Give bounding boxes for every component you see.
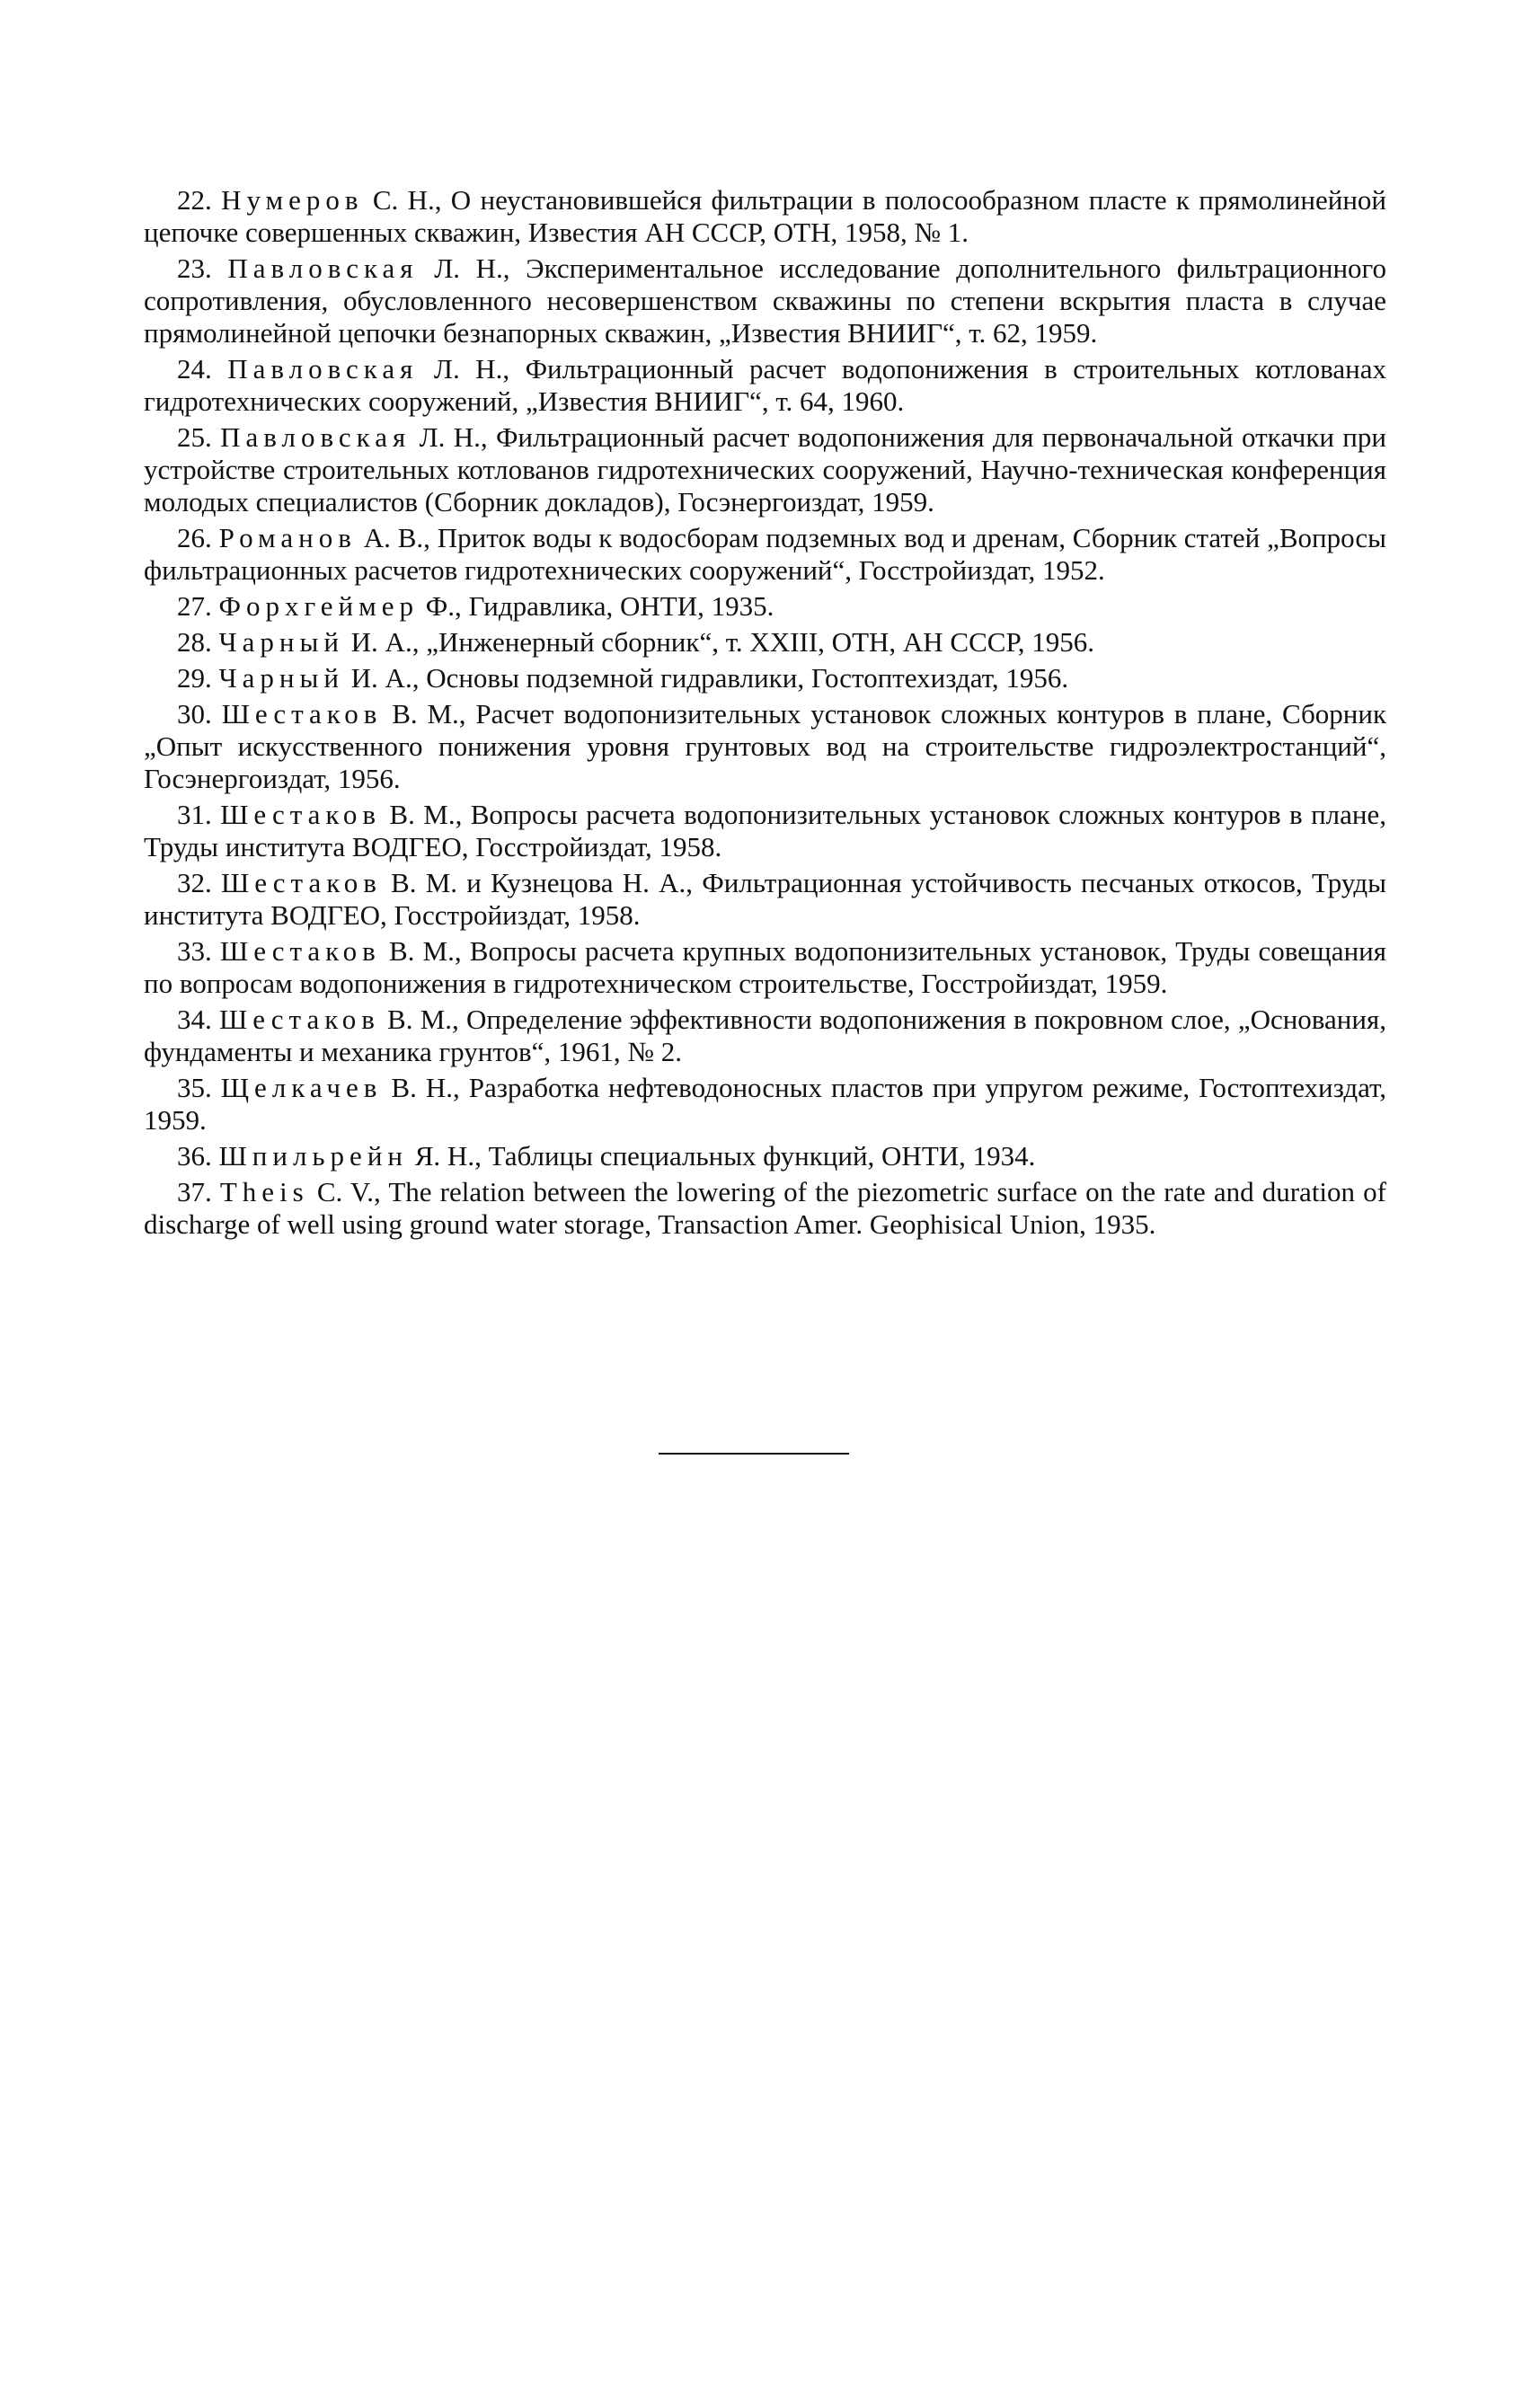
- reference-number: 31.: [177, 799, 212, 830]
- reference-number: 33.: [177, 935, 212, 967]
- bibliography-page: [144, 184, 1386, 1244]
- reference-item: [144, 252, 1386, 349]
- reference-item: [144, 1004, 1386, 1068]
- reference-author: Шпильрейн: [218, 1140, 408, 1172]
- reference-text: В. Н., Разработка нефтеводоносных пластов при упругом режиме, Гостоптехиздат, 1959.: [144, 1072, 1387, 1136]
- reference-number: 26.: [177, 522, 212, 553]
- reference-author: Нумеров: [221, 184, 364, 216]
- reference-item: [144, 590, 1386, 623]
- reference-number: 34.: [177, 1004, 212, 1035]
- reference-author: Шестаков: [221, 698, 383, 730]
- end-divider: [659, 1453, 849, 1455]
- reference-item: [144, 1140, 1386, 1172]
- reference-author: Павловская: [227, 353, 419, 385]
- reference-author: Шестаков: [219, 935, 381, 967]
- reference-item: [144, 522, 1386, 587]
- reference-text: В. М., Вопросы расчета крупных водопонизительных установок, Труды совещания по вопросам водопонижения в гидротехническом строительстве, Госстройиздат, 1959.: [144, 935, 1387, 999]
- reference-author: Чарный: [218, 626, 344, 658]
- reference-author: Павловская: [220, 421, 412, 453]
- reference-item: [144, 867, 1386, 932]
- reference-item: [144, 1176, 1386, 1241]
- reference-item: [144, 935, 1386, 1000]
- reference-author: Theis: [219, 1176, 309, 1207]
- reference-item: [144, 799, 1386, 863]
- reference-text: C. V., The relation between the lowering of the piezometric surface on the rate and duration of discharge of well using ground water storage, Transaction Amer. Geophisical Union, 1935.: [144, 1176, 1386, 1240]
- reference-number: 25.: [177, 421, 212, 453]
- reference-author: Чарный: [218, 662, 344, 694]
- reference-number: 30.: [177, 698, 212, 730]
- reference-number: 23.: [177, 252, 212, 284]
- reference-item: [144, 353, 1386, 418]
- reference-item: [144, 1072, 1386, 1137]
- reference-text: Ф., Гидравлика, ОНТИ, 1935.: [419, 590, 774, 622]
- reference-number: 35.: [177, 1072, 212, 1103]
- reference-text: В. М., Вопросы расчета водопонизительных установок сложных контуров в плане, Труды института ВОДГЕО, Госстройиздат, 1958.: [144, 799, 1387, 862]
- reference-item: [144, 184, 1386, 249]
- reference-text: В. М., Определение эффективности водопонижения в покровном слое, „Основания, фундаменты и механика грунтов“, 1961, № 2.: [144, 1004, 1386, 1067]
- reference-author: Романов: [218, 522, 357, 553]
- reference-author: Шестаков: [220, 867, 382, 898]
- reference-number: 29.: [177, 662, 212, 694]
- reference-text: В. М. и Кузнецова Н. А., Фильтрационная устойчивость песчаных откосов, Труды института ВОДГЕО, Госстройиздат, 1958.: [144, 867, 1386, 931]
- reference-number: 27.: [177, 590, 212, 622]
- reference-text: С. Н., О неустановившейся фильтрации в полосообразном пласте к прямолинейной цепочке совершенных скважин, Известия АН СССР, ОТН, 1958, № 1.: [144, 184, 1386, 248]
- reference-number: 36.: [177, 1140, 212, 1172]
- reference-text: В. М., Расчет водопонизительных установок сложных контуров в плане, Сборник „Опыт искусственного понижения уровня грунтовых вод на строительстве гидроэлектростанций“, Госэнергоиздат, 1956.: [144, 698, 1387, 794]
- reference-text: Л. Н., Фильтрационный расчет водопонижения для первоначальной откачки при устройстве строительных котлованов гидротехнических сооружений, Научно-техническая конференция молодых специалистов (Сборник докладов), Госэнергоиздат, 1959.: [144, 421, 1386, 517]
- reference-text: Л. Н., Экспериментальное исследование дополнительного фильтрационного сопротивления, обусловленного несовершенством скважины по степени вскрытия пласта в случае прямолинейной цепочки безнапорных скважин, „Известия ВНИИГ“, т. 62, 1959.: [144, 252, 1386, 349]
- reference-text: И. А., Основы подземной гидравлики, Гостоптехиздат, 1956.: [343, 662, 1069, 694]
- reference-author: Павловская: [227, 252, 419, 284]
- reference-number: 22.: [177, 184, 212, 216]
- reference-item: [144, 662, 1386, 694]
- reference-author: Шестаков: [218, 1004, 380, 1035]
- reference-number: 37.: [177, 1176, 212, 1207]
- reference-item: [144, 698, 1386, 795]
- reference-text: И. А., „Инженерный сборник“, т. XXIII, ОТН, АН СССР, 1956.: [343, 626, 1095, 658]
- reference-list: [144, 184, 1386, 1241]
- reference-author: Шестаков: [220, 799, 382, 830]
- reference-number: 32.: [177, 867, 212, 898]
- reference-item: [144, 421, 1386, 518]
- reference-text: Я. Н., Таблицы специальных функций, ОНТИ, 1934.: [408, 1140, 1036, 1172]
- reference-number: 28.: [177, 626, 212, 658]
- reference-text: Л. Н., Фильтрационный расчет водопонижения в строительных котлованах гидротехнических сооружений, „Известия ВНИИГ“, т. 64, 1960.: [144, 353, 1386, 417]
- reference-number: 24.: [177, 353, 212, 385]
- reference-item: [144, 626, 1386, 659]
- reference-author: Форхгеймер: [218, 590, 420, 622]
- reference-text: А. В., Приток воды к водосборам подземных вод и дренам, Сборник статей „Вопросы фильтрационных расчетов гидротехнических сооружений“, Госстройиздат, 1952.: [144, 522, 1387, 586]
- reference-author: Щелкачев: [220, 1072, 383, 1103]
